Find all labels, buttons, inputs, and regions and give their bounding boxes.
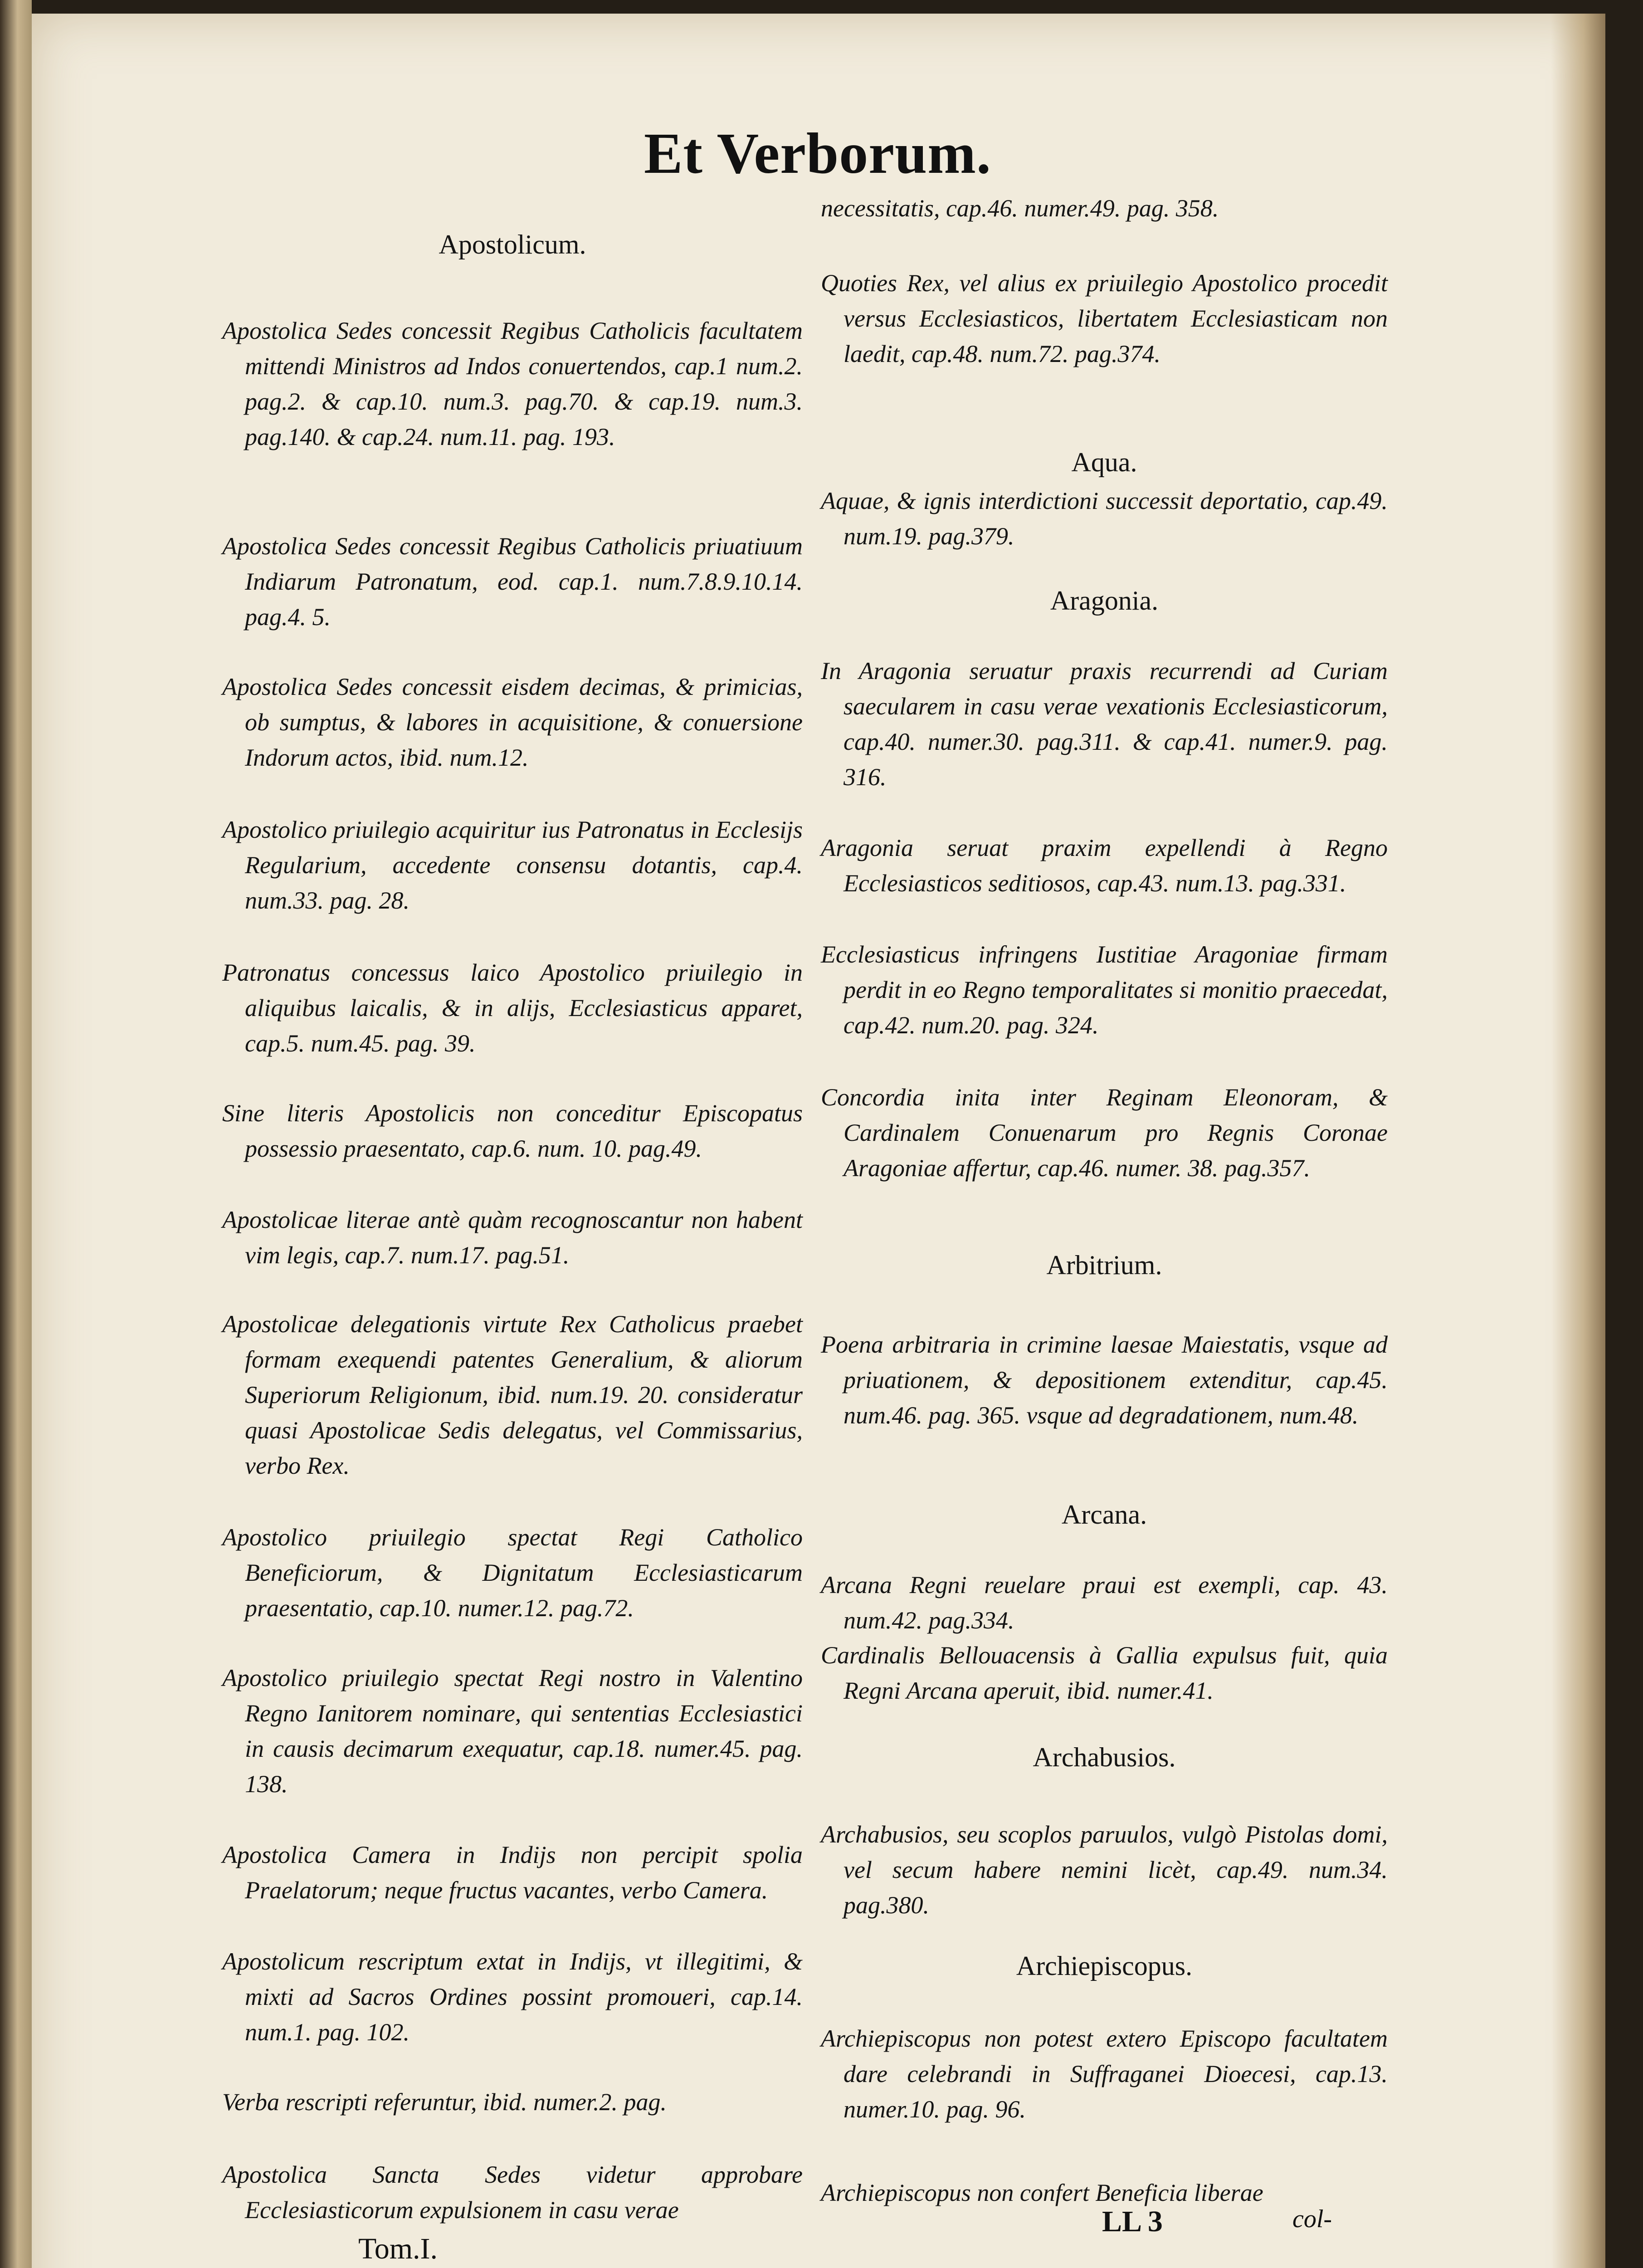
index-entry: Poena arbitraria in crimine laesae Maiestatis, vsque ad priuationem, & depositionem extenditur, cap.45. num.46. pag. 365. vsque ad degradationem, num.48.	[821, 1331, 1388, 1429]
index-entry: Patronatus concessus laico Apostolico priuilegio in aliquibus laicalis, & in alijs, Ecclesiasticus apparet, cap.5. num.45. pag. 39.	[222, 959, 803, 1057]
index-entry: Apostolicum rescriptum extat in Indijs, vt illegitimi, & mixti ad Sacros Ordines possint promoueri, cap.14. num.1. pag. 102.	[222, 1948, 803, 2046]
facing-page-edge	[0, 0, 32, 2268]
section-heading-apostolicum: Apostolicum.	[439, 230, 586, 259]
index-entry: Archabusios, seu scoplos paruulos, vulgò Pistolas domi, vel secum habere nemini licèt, cap.49. num.34. pag.380.	[821, 1821, 1388, 1919]
index-entry: Sine literis Apostolicis non conceditur Episcopatus possessio praesentato, cap.6. num. 10. pag.49.	[222, 1100, 803, 1162]
signature-mark: LL 3	[1102, 2205, 1163, 2238]
volume-mark: Tom.I.	[358, 2232, 438, 2265]
index-entry: Apostolica Sedes concessit Regibus Catholicis priuatiuum Indiarum Patronatum, eod. cap.1. num.7.8.9.10.14. pag.4. 5.	[222, 533, 803, 631]
section-heading-arcana: Arcana.	[1061, 1500, 1147, 1530]
index-entry: Apostolico priuilegio spectat Regi Catholico Beneficiorum, & Dignitatum Ecclesiasticarum praesentatio, cap.10. numer.12. pag.72.	[222, 1524, 803, 1622]
catchword: col-	[1292, 2205, 1332, 2233]
index-entry: Verba rescripti referuntur, ibid. numer.2. pag.	[222, 2088, 667, 2116]
section-heading-arbitrium: Arbitrium.	[1046, 1250, 1162, 1280]
index-entry: Apostolica Sedes concessit eisdem decimas, & primicias, ob sumptus, & labores in acquisitione, & conuersione Indorum actos, ibid. num.12.	[222, 673, 803, 771]
section-heading-archiepiscopus: Archiepiscopus.	[1016, 1951, 1193, 1981]
index-entry: Ecclesiasticus infringens Iustitiae Aragoniae firmam perdit in eo Regno temporalitates si monitio praecedat, cap.42. num.20. pag. 324.	[821, 941, 1388, 1039]
index-entry: Apostolico priuilegio spectat Regi nostro in Valentino Regno Ianitorem nominare, qui sententias Ecclesiastici in causis decimarum exequatur, cap.18. numer.45. pag. 138.	[222, 1664, 803, 1798]
index-entry: Apostolica Sedes concessit Regibus Catholicis facultatem mittendi Ministros ad Indos conuertendos, cap.1 num.2. pag.2. & cap.10. num.3. pag.70. & cap.19. num.3. pag.140. & cap.24. num.11. pag. 193.	[222, 317, 803, 450]
section-heading-archabusios: Archabusios.	[1033, 1742, 1176, 1772]
index-entry: Archiepiscopus non potest extero Episcopo facultatem dare celebrandi in Suffraganei Dioecesi, cap.13. numer.10. pag. 96.	[821, 2025, 1388, 2123]
page-edge-shadow	[1551, 14, 1605, 2268]
index-entry: Cardinalis Bellouacensis à Gallia expulsus fuit, quia Regni Arcana aperuit, ibid. numer.41.	[821, 1642, 1388, 1704]
index-entry: Apostolica Sancta Sedes videtur approbare Ecclesiasticorum expulsionem in casu verae	[222, 2161, 803, 2224]
running-head: Et Verborum.	[644, 121, 991, 186]
index-entry-continued: necessitatis, cap.46. numer.49. pag. 358.	[821, 195, 1219, 222]
index-entry: Aquae, & ignis interdictioni successit deportatio, cap.49. num.19. pag.379.	[821, 487, 1388, 550]
index-entry: Quoties Rex, vel alius ex priuilegio Apostolico procedit versus Ecclesiasticos, libertatem Ecclesiasticam non laedit, cap.48. num.72. pag.374.	[821, 269, 1388, 367]
index-entry: Aragonia seruat praxim expellendi à Regno Ecclesiasticos seditiosos, cap.43. num.13. pag.331.	[821, 834, 1388, 897]
index-entry: Apostolica Camera in Indijs non percipit spolia Praelatorum; neque fructus vacantes, verbo Camera.	[222, 1841, 803, 1904]
section-heading-aqua: Aqua.	[1071, 447, 1137, 477]
index-entry: Concordia inita inter Reginam Eleonoram, & Cardinalem Conuenarum pro Regnis Coronae Aragoniae affertur, cap.46. numer. 38. pag.357.	[821, 1084, 1388, 1182]
index-entry: Archiepiscopus non confert Beneficia liberae	[821, 2179, 1263, 2206]
index-entry: Apostolico priuilegio acquiritur ius Patronatus in Ecclesijs Regularium, accedente consensu dotantis, cap.4. num.33. pag. 28.	[222, 816, 803, 914]
index-entry: Arcana Regni reuelare praui est exempli, cap. 43. num.42. pag.334.	[821, 1571, 1388, 1634]
index-entry: In Aragonia seruatur praxis recurrendi ad Curiam saecularem in casu verae vexationis Ecclesiasticorum, cap.40. numer.30. pag.311. & cap.41. numer.9. pag. 316.	[821, 657, 1388, 791]
index-entry: Apostolicae literae antè quàm recognoscantur non habent vim legis, cap.7. num.17. pag.51.	[222, 1206, 803, 1269]
index-entry: Apostolicae delegationis virtute Rex Catholicus praebet formam exequendi patentes Generalium, & aliorum Superiorum Religionum, ibid. num.19. 20. consideratur quasi Apostolicae Sedis delegatus, vel Commissarius, verbo Rex.	[222, 1310, 803, 1479]
section-heading-aragonia: Aragonia.	[1050, 586, 1159, 616]
